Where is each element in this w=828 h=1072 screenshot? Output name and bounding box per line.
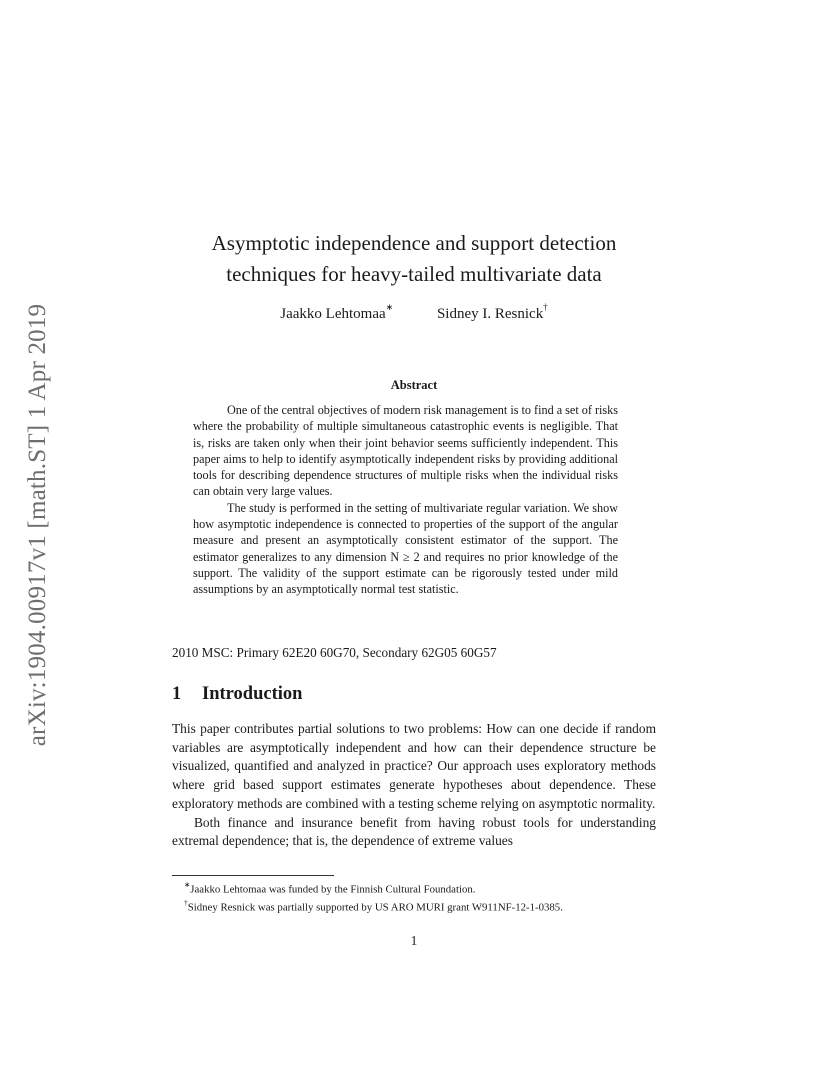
- footnote-1-mark: ∗: [184, 880, 191, 889]
- msc-classification: 2010 MSC: Primary 62E20 60G70, Secondary 62G05 60G57: [172, 645, 497, 660]
- author-2-name: Sidney I. Resnick: [436, 306, 544, 322]
- paper-title: [172, 228, 656, 290]
- abstract-paragraph-2: The study is performed in the setting of multivariate regular variation. We show how asymptotic independence is connected to properties of the support of the angular measure and present an asymptotically consistent estimator of the support. The estimator generalizes to any dimension N ≥ 2 and requires no prior knowledge of the support. The validity of the support estimate can be rigorously tested under mild assumptions by an asymptotically normal test statistic.: [193, 500, 618, 597]
- section-heading: [172, 684, 302, 705]
- footnote-rule: [172, 875, 334, 876]
- section-number: 1: [172, 684, 182, 704]
- arxiv-id: arXiv:1904.00917v1 [math.ST] 1 Apr 2019: [24, 303, 51, 747]
- abstract-heading: Abstract: [390, 378, 438, 392]
- author-1: [280, 304, 393, 323]
- footnote-2-mark: †: [184, 897, 188, 907]
- author-1-name: Jaakko Lehtomaa: [280, 306, 386, 322]
- author-2-mark: †: [543, 302, 548, 312]
- title-line-2: techniques for heavy-tailed multivariate data: [226, 262, 602, 286]
- abstract-body: [193, 402, 618, 598]
- footnote-2-text: Sidney Resnick was partially supported by US ARO MURI grant W911NF-12-1-0385.: [187, 901, 563, 914]
- abstract-paragraph-1: One of the central objectives of modern risk management is to find a set of risks where the probability of multiple simultaneous catastrophic events is negligible. That is, risks are taken only when their joint behavior seems sufficiently independent. This paper aims to help to identify asymptotically independent risks by providing additional tools for describing dependence structures of multiple risks when the individual risks can obtain very large values.: [193, 403, 618, 499]
- author-2: [437, 304, 548, 323]
- arxiv-stamp: [16, 280, 60, 770]
- author-list: [172, 304, 656, 323]
- page-number: 1: [410, 933, 418, 948]
- footnote-2: [172, 897, 672, 915]
- author-1-mark: ∗: [385, 302, 394, 312]
- body-text: [172, 720, 656, 851]
- section-title: Introduction: [202, 684, 303, 704]
- title-line-1: Asymptotic independence and support detection: [211, 231, 617, 255]
- footnote-1: [172, 879, 672, 897]
- body-paragraph-1: This paper contributes partial solutions to two problems: How can one decide if random variables are asymptotically independent and how can their dependence structure be visualized, quantified and analyzed in practice? Our approach uses exploratory methods where grid based support estimates generate hypotheses about dependence. These exploratory methods are combined with a testing scheme relying on asymptotic normality.: [172, 721, 656, 811]
- body-paragraph-2: Both finance and insurance benefit from having robust tools for understanding extremal dependence; that is, the dependence of extreme values: [172, 814, 656, 849]
- footnotes: [172, 879, 672, 914]
- footnote-1-text: Jaakko Lehtomaa was funded by the Finnish Cultural Foundation.: [190, 883, 476, 896]
